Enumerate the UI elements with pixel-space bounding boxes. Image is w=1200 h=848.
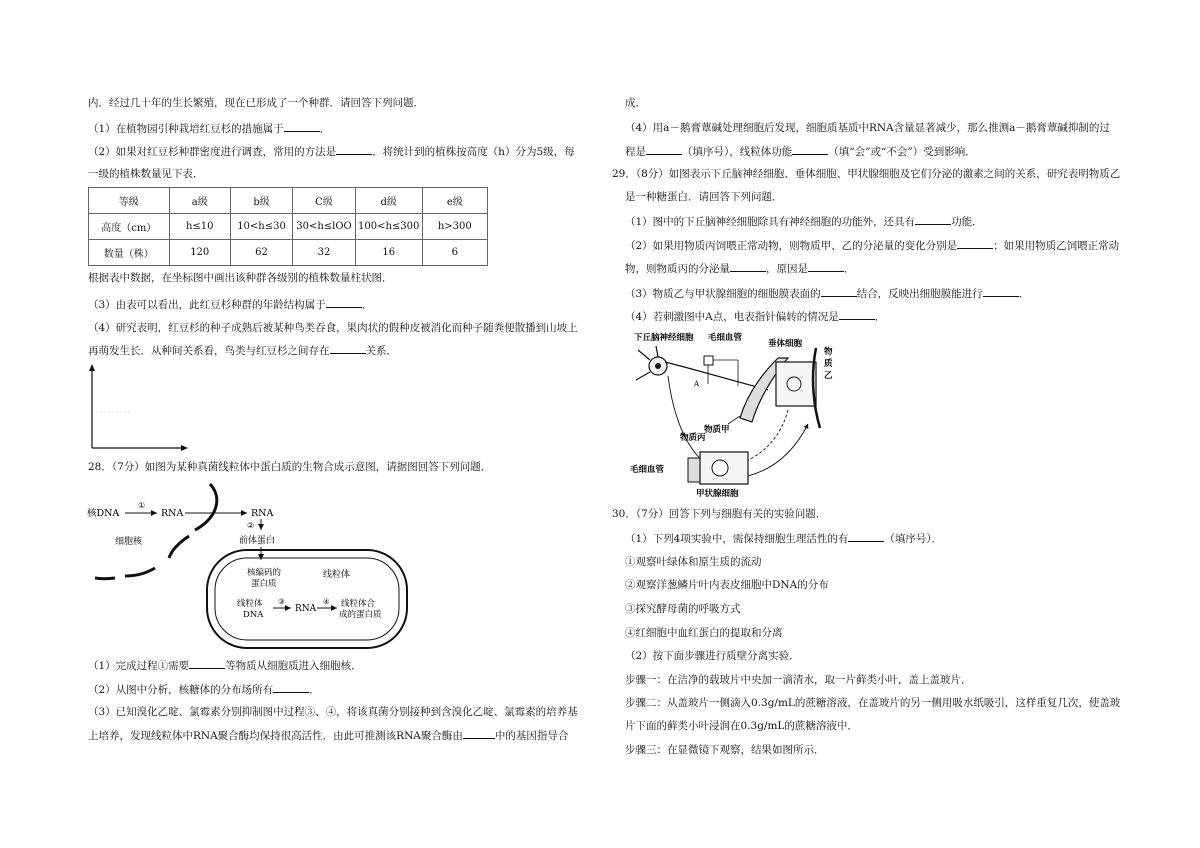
table-cell: 10<h≤30 — [230, 214, 292, 240]
label-nuclear-dna: 核DNA — [87, 508, 120, 519]
table-cell: 16 — [355, 240, 422, 266]
text-line: 步骤三：在显微镜下观察，结果如图所示． — [625, 744, 825, 756]
answer-blank[interactable] — [792, 144, 828, 155]
answer-blank[interactable] — [915, 214, 951, 225]
label-mitochondrion: 线粒体 — [323, 570, 351, 580]
text-line: 根据表中数据，在坐标图中画出该种群各级别的植株数量柱状图． — [88, 272, 393, 284]
question-text: 物，则物质丙的分泌量 — [625, 263, 730, 275]
text-line: 内．经过几十年的生长繁殖，现在已形成了一个种群．请回答下列问题． — [88, 97, 424, 109]
answer-blank[interactable] — [326, 297, 362, 308]
label-process-3: ③ — [278, 597, 285, 606]
answer-blank[interactable] — [957, 238, 993, 249]
label-rna: RNA — [251, 508, 274, 519]
label-process-1: ① — [138, 501, 146, 510]
table-cell: b级 — [230, 188, 292, 214]
text-line: （4）用a－鹅膏蕈碱处理细胞后发现，细胞质基质中RNA含量显著减少，那么推测a－鹅膏蕈碱抑制的过 — [625, 122, 1110, 134]
label-mito-synthesized-protein: 成的蛋白质 — [339, 610, 382, 620]
label-point-a: A — [694, 380, 700, 388]
table-cell: 6 — [422, 240, 487, 266]
question-text: ，原因是 — [766, 263, 808, 275]
option-item: ④红细胞中血红蛋白的提取和分离 — [625, 627, 783, 639]
label-substance-a: 物质甲 — [704, 425, 730, 435]
question-text: 中的基因指导合 — [494, 730, 569, 742]
text-line: （3）已知溴化乙啶、氯霉素分别抑制图中过程③、④，将该真菌分别接种到含溴化乙啶、氯霉素的培养基 — [88, 706, 578, 718]
answer-blank[interactable] — [839, 309, 875, 320]
neuron-icon — [636, 346, 768, 390]
question-text: ．将统计到的植株按高度（h）分为5级，每 — [372, 146, 575, 158]
question-text: （填序号），线粒体功能 — [682, 146, 793, 158]
label-substance-b: 物 — [824, 347, 833, 357]
option-item: ③探究酵母菌的呼吸方式 — [625, 603, 741, 615]
capillary-icon — [688, 458, 700, 482]
question-line: 物，则物质丙的分泌量 ，原因是 ． — [625, 263, 855, 275]
question-text: （1）完成过程①需要 — [88, 660, 190, 672]
question-text: （1）图中的下丘脑神经细胞除具有神经细胞的功能外，还具有 — [625, 216, 916, 228]
height-level-table — [88, 187, 488, 266]
question-heading: 28．（7分）如图为某种真菌线粒体中蛋白质的生物合成示意图，请据图回答下列问题． — [88, 461, 492, 473]
label-substance-c: 物质丙 — [680, 433, 706, 443]
table-row — [89, 188, 488, 214]
answer-blank[interactable] — [273, 682, 309, 693]
question-text: （2）如果对红豆杉种群密度进行调查，常用的方法是 — [88, 146, 337, 158]
answer-blank[interactable] — [336, 144, 372, 155]
question-heading: 30．（7分）回答下列与细胞有关的实验问题． — [612, 508, 827, 520]
question-line — [625, 531, 942, 546]
meter-icon — [704, 356, 713, 365]
table-row — [89, 214, 488, 240]
answer-blank[interactable] — [330, 343, 366, 354]
table-cell: 高度（cm） — [89, 214, 170, 240]
question-text: 程是 — [625, 146, 646, 158]
question-text: （填“会”或“不会”）受到影响． — [828, 146, 976, 158]
answer-blank[interactable] — [821, 286, 857, 297]
label-process-4: ④ — [323, 597, 330, 606]
text-line: （4）研究表明，红豆杉的种子成熟后被某种鸟类吞食，果肉状的假种皮被消化而种子随粪便散播到山坡上 — [88, 322, 578, 334]
table-cell: 等级 — [89, 188, 170, 214]
answer-blank[interactable] — [189, 658, 225, 669]
table-row — [89, 240, 488, 266]
answer-blank[interactable] — [730, 261, 766, 272]
question-line — [625, 144, 976, 159]
label-rna: RNA — [295, 604, 317, 614]
question-line: （4）若刺激图中A点，电表指针偏转的情况是 ． — [625, 311, 886, 323]
hormone-regulation-diagram — [628, 328, 848, 498]
option-item: ①观察叶绿体和原生质的流动 — [625, 556, 762, 568]
text-line: 成． — [625, 97, 646, 109]
answer-blank[interactable] — [284, 121, 320, 132]
question-text: 等物质从细胞质进入细胞核． — [225, 660, 362, 672]
label-hypothalamus-neuron: 下丘脑神经细胞 — [634, 333, 694, 343]
label-process-2: ② — [247, 521, 255, 530]
question-line — [88, 728, 568, 743]
question-text: 上培养，发现线粒体中RNA聚合酶均保持很高活性．由此可推测该RNA聚合酶由 — [88, 730, 463, 742]
question-heading: 29．（8分）如图表示下丘脑神经细胞、垂体细胞、甲状腺细胞及它们分泌的激素之间的关系，研究表明物质乙 — [612, 168, 1121, 180]
text-line: 是一种糖蛋白．请回答下列问题． — [625, 191, 783, 203]
label-substance-b: 质 — [824, 359, 833, 369]
blank-coordinate-axes[interactable] — [80, 362, 190, 452]
question-line: （3）物质乙与甲状腺细胞的细胞膜表面的 结合，反映出细胞膜能进行 ． — [625, 288, 1030, 300]
text-line: 一级的植株数量见下表． — [88, 168, 204, 180]
option-item: ②观察洋葱鳞片叶内表皮细胞中DNA的分布 — [625, 579, 829, 591]
table-cell: 120 — [169, 240, 230, 266]
question-line — [625, 238, 1119, 253]
table-cell: 30<h≤lOO — [293, 214, 356, 240]
table-cell: 100<h≤300 — [355, 214, 422, 240]
text-line: （2）按下面步骤进行质壁分离实验． — [625, 650, 800, 662]
question-text: ；如果用物质乙饲喂正常动 — [993, 240, 1120, 252]
question-text: 再萌发生长．从种间关系看，鸟类与红豆杉之间存在 — [88, 345, 330, 357]
label-pituitary-cell: 垂体细胞 — [768, 339, 803, 349]
text-line: 片下面的藓类小叶浸润在0.3g/mL的蔗糖溶液中． — [625, 720, 858, 732]
table-cell: 62 — [230, 240, 292, 266]
question-text: （2）如果用物质丙饲喂正常动物，则物质甲、乙的分泌量的变化分别是 — [625, 240, 958, 252]
question-line — [625, 214, 983, 229]
table-cell: 32 — [293, 240, 356, 266]
label-precursor-protein: 前体蛋白 — [239, 536, 276, 546]
label-thyroid-cell: 甲状腺细胞 — [696, 489, 739, 498]
question-text: （2）从图中分析，核糖体的分布场所有 — [88, 684, 274, 696]
table-cell: d级 — [355, 188, 422, 214]
label-mito-synthesized-protein: 线粒体合 — [341, 599, 376, 609]
label-nuclear-encoded-protein: 核编码的 — [247, 568, 282, 578]
answer-blank[interactable] — [646, 144, 682, 155]
table-cell: C级 — [293, 188, 356, 214]
question-line: （2）从图中分析，核糖体的分布场所有 ． — [88, 684, 320, 696]
label-nuclear-encoded-protein: 蛋白质 — [251, 579, 277, 589]
question-text: 关系． — [365, 345, 397, 357]
table-cell: h≤10 — [169, 214, 230, 240]
label-substance-b: 乙 — [824, 371, 833, 381]
label-capillary: 毛细血管 — [708, 333, 743, 343]
answer-blank[interactable] — [848, 531, 884, 542]
question-text: （3）由表可以看出，此红豆杉种群的年龄结构属于 — [88, 299, 326, 311]
question-text: （1）下列4项实验中，需保持细胞生理活性的有 — [625, 533, 849, 545]
question-text: （4）若刺激图中A点，电表指针偏转的情况是 — [625, 311, 839, 323]
label-rna: RNA — [161, 508, 184, 519]
answer-blank[interactable] — [808, 261, 844, 272]
question-text: 功能． — [951, 216, 983, 228]
mitochondria-protein-synthesis-diagram — [85, 478, 415, 654]
question-line — [88, 343, 397, 358]
table-cell: h>300 — [422, 214, 487, 240]
question-line — [88, 658, 362, 673]
text-line: 步骤二：从盖玻片一侧滴入0.3g/mL的蔗糖溶液，在盖玻片的另一侧用吸水纸吸引，这样重复几次，使盖玻 — [625, 697, 1121, 709]
answer-blank[interactable] — [983, 286, 1019, 297]
question-line: （3）由表可以看出，此红豆杉种群的年龄结构属于 ． — [88, 299, 373, 311]
table-cell: 数量（株） — [89, 240, 170, 266]
question-text: （3）物质乙与甲状腺细胞的细胞膜表面的 — [625, 288, 821, 300]
table-cell: a级 — [169, 188, 230, 214]
label-mito-dna: 线粒体 — [237, 599, 263, 609]
question-line: （1）在植物园引种栽培红豆杉的措施属于 ． — [88, 123, 331, 135]
question-text: （1）在植物园引种栽培红豆杉的措施属于 — [88, 123, 284, 135]
answer-blank[interactable] — [463, 728, 495, 739]
label-mito-dna: DNA — [243, 610, 264, 620]
label-capillary: 毛细血管 — [630, 465, 665, 475]
question-text: 结合，反映出细胞膜能进行 — [856, 288, 983, 300]
question-line — [88, 144, 575, 159]
label-nucleus: 细胞核 — [115, 537, 143, 547]
question-text: （填序号）． — [884, 533, 943, 545]
text-line: 步骤一：在洁净的载玻片中央加一滴清水，取一片藓类小叶，盖上盖玻片． — [625, 674, 972, 686]
table-cell: e级 — [422, 188, 487, 214]
